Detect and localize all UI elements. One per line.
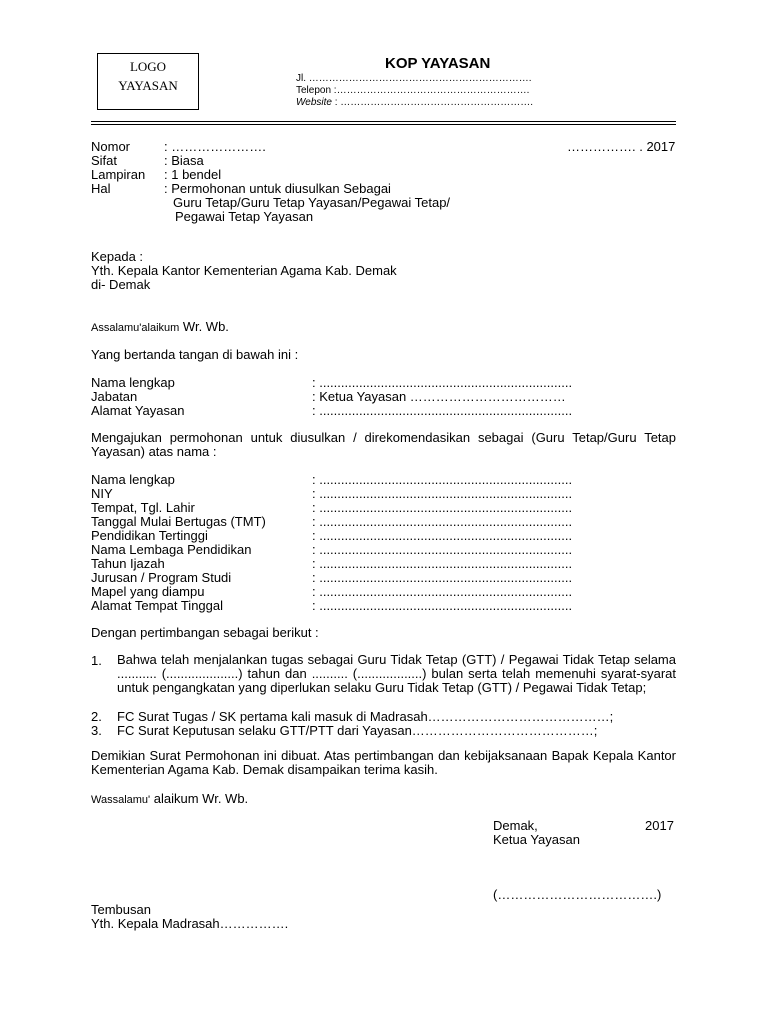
candidate-field-label: Tanggal Mulai Bertugas (TMT) [91, 514, 266, 529]
signer-field-label: Jabatan [91, 389, 138, 404]
candidate-field-label: Tempat, Tgl. Lahir [91, 500, 195, 515]
nomor-label: Nomor [91, 139, 131, 154]
signer-field-label: Nama lengkap [91, 375, 175, 390]
candidate-field-value: : ...................................................................... [312, 514, 573, 529]
website-label: Website [296, 97, 332, 108]
signature-year: 2017 [645, 818, 674, 833]
sifat-value: : Biasa [164, 153, 204, 168]
candidate-field-label: Jurusan / Program Studi [91, 570, 232, 585]
candidate-field-value: : ...................................................................... [312, 500, 573, 515]
signer-field-label: Alamat Yayasan [91, 403, 185, 418]
website-value: : …………………………………………………. [331, 97, 534, 108]
recipient-name: Yth. Kepala Kantor Kementerian Agama Kab. Demak [91, 263, 397, 278]
intro-text: Yang bertanda tangan di bawah ini : [91, 347, 299, 362]
signature-name-placeholder: (……………………………….) [493, 887, 662, 902]
farewell-prefix: Wassalamu' [91, 794, 151, 806]
candidate-field-value: : ...................................................................... [312, 556, 573, 571]
farewell [91, 792, 248, 806]
consideration-2-text: FC Surat Tugas / SK pertama kali masuk di Madrasah……………………………………; [117, 709, 614, 724]
candidate-field-label: Pendidikan Tertinggi [91, 528, 208, 543]
candidate-field-label: NIY [91, 486, 113, 501]
consideration-1-text: Bahwa telah menjalankan tugas sebagai Guru Tidak Tetap (GTT) / Pegawai Tidak Tetap selama ........... (....................) tahun dan .......... (..................) bulan serta telah memenuhi syarat-syarat untuk pengangkatan yang diperlukan selaku Guru Tidak Tetap (GTT) / Pegawai Tidak Tetap; [117, 652, 676, 695]
signer-field-value: : ...................................................................... [312, 375, 573, 390]
lampiran-value: : 1 bendel [164, 167, 222, 182]
hal-line-2: Guru Tetap/Guru Tetap Yayasan/Pegawai Tetap/ [173, 195, 451, 210]
consideration-3-text: FC Surat Keputusan selaku GTT/PTT dari Yayasan……………………………………; [117, 723, 598, 738]
candidate-field-value: : ...................................................................... [312, 486, 573, 501]
greeting [91, 320, 229, 334]
candidate-field-value: : ...................................................................... [312, 570, 573, 585]
candidate-field-label: Alamat Tempat Tinggal [91, 598, 223, 613]
letterhead-phone: Telepon :…………………………………………………. [296, 85, 530, 96]
signature-place: Demak, [493, 818, 538, 833]
consideration-3-number: 3. [91, 723, 102, 738]
greeting-prefix: Assalamu'alaikum [91, 322, 180, 334]
candidate-field-label: Nama Lembaga Pendidikan [91, 542, 252, 557]
candidate-field-value: : ...................................................................... [312, 598, 573, 613]
recipient-place: di- Demak [91, 277, 151, 292]
consideration-2-number: 2. [91, 709, 102, 724]
cc-label: Tembusan [91, 902, 151, 917]
letterhead-divider-thin [91, 124, 676, 125]
candidate-field-label: Tahun Ijazah [91, 556, 165, 571]
nomor-value: : …………………. [164, 139, 266, 154]
hal-line-1: : Permohonan untuk diusulkan Sebagai [164, 181, 391, 196]
cc-recipient: Yth. Kepala Madrasah……………. [91, 916, 289, 931]
letterhead-website [296, 98, 533, 108]
candidate-field-label: Nama lengkap [91, 472, 175, 487]
farewell-suffix: alaikum Wr. Wb. [150, 791, 249, 806]
logo-line-1: LOGO [129, 59, 167, 74]
recipient-label: Kepada : [91, 249, 144, 264]
signer-field-value: : ...................................................................... [312, 403, 573, 418]
logo-line-2: YAYASAN [118, 78, 178, 93]
lampiran-label: Lampiran [91, 167, 146, 182]
letterhead-address: Jl. …………………………………………………………. [296, 73, 532, 84]
letterhead-divider-thick [91, 121, 676, 122]
letter-date: ……………. . 2017 [567, 139, 676, 154]
signer-field-value: : Ketua Yayasan ……………………………… [312, 389, 566, 404]
signature-role: Ketua Yayasan [493, 832, 580, 847]
candidate-field-value: : ...................................................................... [312, 584, 573, 599]
considerations-title: Dengan pertimbangan sebagai berikut : [91, 625, 319, 640]
logo-placeholder [97, 53, 199, 110]
greeting-suffix: Wr. Wb. [179, 319, 229, 334]
closing-text: Demikian Surat Permohonan ini dibuat. Atas pertimbangan dan kebijaksanaan Bapak Kepala Kantor Kementerian Agama Kab. Demak disampaikan terima kasih. [91, 748, 676, 777]
hal-line-3: Pegawai Tetap Yayasan [175, 209, 314, 224]
hal-label: Hal [91, 181, 111, 196]
candidate-field-label: Mapel yang diampu [91, 584, 205, 599]
candidate-field-value: : ...................................................................... [312, 528, 573, 543]
letterhead-title: KOP YAYASAN [385, 55, 491, 72]
candidate-field-value: : ...................................................................... [312, 472, 573, 487]
consideration-1-number: 1. [91, 653, 102, 668]
candidate-field-value: : ...................................................................... [312, 542, 573, 557]
sifat-label: Sifat [91, 153, 118, 168]
request-text: Mengajukan permohonan untuk diusulkan / direkomendasikan sebagai (Guru Tetap/Guru Tetap Yayasan) atas nama : [91, 430, 676, 459]
